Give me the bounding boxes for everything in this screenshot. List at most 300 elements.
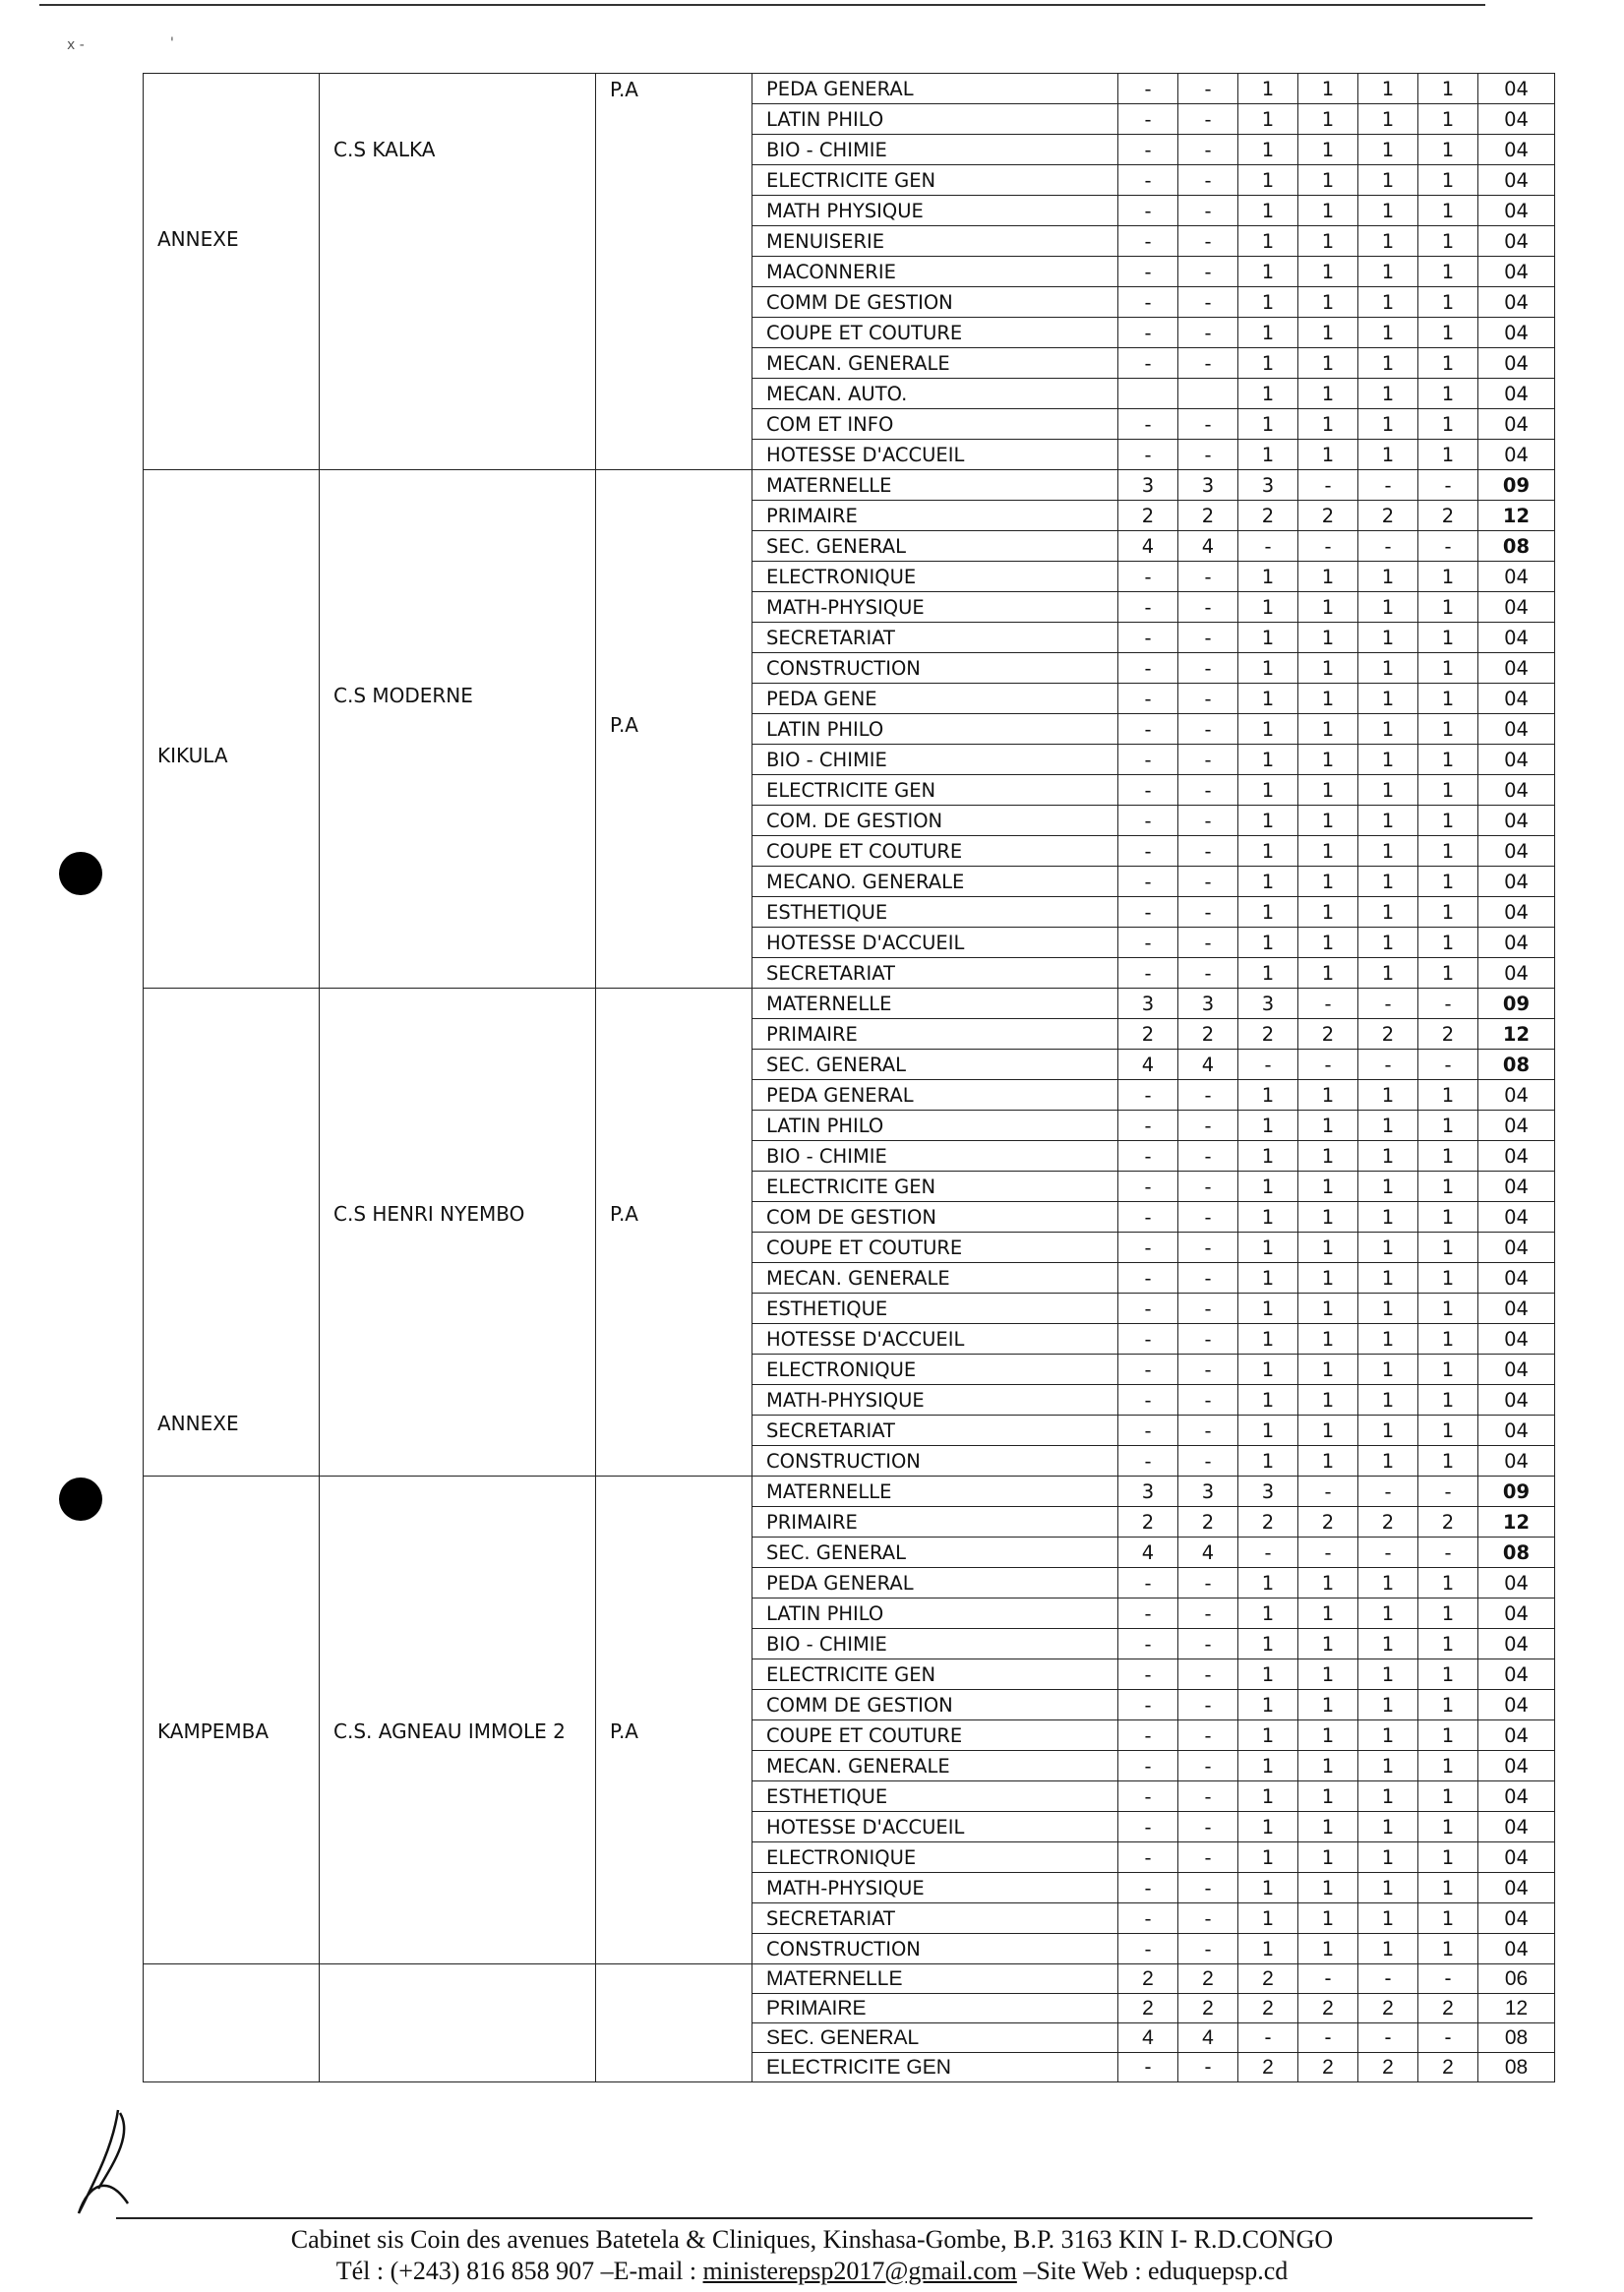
cell-c5: 1 <box>1358 653 1418 684</box>
cell-c6: 1 <box>1418 1903 1478 1934</box>
cell-c5: 1 <box>1358 562 1418 592</box>
cell-c2: - <box>1178 1294 1238 1324</box>
cell-c3: 2 <box>1238 1994 1298 2023</box>
cell-c6: 1 <box>1418 135 1478 165</box>
cell-c1: - <box>1118 1416 1178 1446</box>
cell-c6: 1 <box>1418 1598 1478 1629</box>
cell-c3: 1 <box>1238 1629 1298 1659</box>
cell-c4: 1 <box>1298 1659 1358 1690</box>
cell-c4: 1 <box>1298 1324 1358 1355</box>
cell-c2: - <box>1178 1324 1238 1355</box>
cell-c6: - <box>1418 1538 1478 1568</box>
cell-c2: - <box>1178 653 1238 684</box>
cell-total: 04 <box>1478 348 1555 379</box>
cell-c2: - <box>1178 1720 1238 1751</box>
cell-c6: 1 <box>1418 287 1478 318</box>
cell-c4: 1 <box>1298 348 1358 379</box>
cell-c4: 2 <box>1298 1019 1358 1050</box>
cell-c5: - <box>1358 1538 1418 1568</box>
cell-option: SEC. GENERAL <box>752 1050 1118 1080</box>
cell-option: HOTESSE D'ACCUEIL <box>752 928 1118 958</box>
cell-c5: 1 <box>1358 1172 1418 1202</box>
top-scan-line <box>39 4 1485 6</box>
cell-c4: 1 <box>1298 1720 1358 1751</box>
cell-c4: 1 <box>1298 1690 1358 1720</box>
cell-c1: 3 <box>1118 989 1178 1019</box>
cell-c5: 2 <box>1358 1507 1418 1538</box>
cell-c2: - <box>1178 1659 1238 1690</box>
cell-c2: - <box>1178 1781 1238 1812</box>
cell-c6: 1 <box>1418 1416 1478 1446</box>
cell-c6: 1 <box>1418 318 1478 348</box>
cell-c4: 1 <box>1298 1934 1358 1964</box>
cell-c4: 2 <box>1298 1507 1358 1538</box>
cell-option: BIO - CHIMIE <box>752 745 1118 775</box>
cell-c3: 1 <box>1238 1903 1298 1934</box>
cell-total: 04 <box>1478 775 1555 806</box>
footer-website: –Site Web : eduquepsp.cd <box>1016 2257 1289 2285</box>
cell-c6: 1 <box>1418 1873 1478 1903</box>
cell-c6: 1 <box>1418 623 1478 653</box>
cell-option: MECAN. GENERALE <box>752 348 1118 379</box>
cell-c4: 1 <box>1298 1202 1358 1233</box>
cell-c3: 2 <box>1238 1964 1298 1994</box>
cell-option: PEDA GENERAL <box>752 1568 1118 1598</box>
cell-c2: 3 <box>1178 470 1238 501</box>
cell-c2: - <box>1178 348 1238 379</box>
cell-total: 08 <box>1478 2053 1555 2082</box>
cell-option: ESTHETIQUE <box>752 1294 1118 1324</box>
cell-option: BIO - CHIMIE <box>752 135 1118 165</box>
cell-option: ELECTRICITE GEN <box>752 1659 1118 1690</box>
cell-c5: 2 <box>1358 1994 1418 2023</box>
cell-total: 04 <box>1478 409 1555 440</box>
cell-c5: 1 <box>1358 928 1418 958</box>
cell-c4: 1 <box>1298 104 1358 135</box>
cell-c3: 1 <box>1238 1233 1298 1263</box>
cell-c3: 1 <box>1238 348 1298 379</box>
cell-c6: 1 <box>1418 897 1478 928</box>
cell-option: ELECTRONIQUE <box>752 1842 1118 1873</box>
cell-c3: 1 <box>1238 257 1298 287</box>
cell-c2: - <box>1178 1598 1238 1629</box>
cell-option: MACONNERIE <box>752 257 1118 287</box>
cell-total: 04 <box>1478 1629 1555 1659</box>
cell-c1: 2 <box>1118 1507 1178 1538</box>
cell-total: 08 <box>1478 1050 1555 1080</box>
cell-c6: 1 <box>1418 196 1478 226</box>
cell-c1 <box>1118 379 1178 409</box>
cell-c4: 1 <box>1298 379 1358 409</box>
cell-c4: - <box>1298 1477 1358 1507</box>
cell-option: BIO - CHIMIE <box>752 1141 1118 1172</box>
cell-c1: - <box>1118 409 1178 440</box>
cell-total: 04 <box>1478 1781 1555 1812</box>
cell-c5: 1 <box>1358 1781 1418 1812</box>
cell-c6: 1 <box>1418 836 1478 867</box>
cell-school: C.S HENRI NYEMBO <box>320 989 596 1477</box>
cell-option: ELECTRICITE GEN <box>752 775 1118 806</box>
cell-option: MATH-PHYSIQUE <box>752 1873 1118 1903</box>
cell-c3: 1 <box>1238 74 1298 104</box>
cell-option: SEC. GENERAL <box>752 2023 1118 2053</box>
cell-c4: 1 <box>1298 1385 1358 1416</box>
cell-c4: 1 <box>1298 928 1358 958</box>
cell-c3: 1 <box>1238 1111 1298 1141</box>
cell-c3: 1 <box>1238 379 1298 409</box>
cell-c2: - <box>1178 1751 1238 1781</box>
cell-c2: - <box>1178 1903 1238 1934</box>
cell-option: PRIMAIRE <box>752 1994 1118 2023</box>
cell-total: 08 <box>1478 2023 1555 2053</box>
cell-total: 04 <box>1478 1659 1555 1690</box>
cell-c2: - <box>1178 714 1238 745</box>
cell-c2: - <box>1178 1812 1238 1842</box>
punch-hole <box>59 1478 102 1521</box>
cell-c5: 1 <box>1358 165 1418 196</box>
cell-total: 06 <box>1478 1964 1555 1994</box>
cell-total: 04 <box>1478 836 1555 867</box>
cell-total: 04 <box>1478 806 1555 836</box>
cell-c6: 1 <box>1418 1172 1478 1202</box>
cell-c5: 1 <box>1358 1294 1418 1324</box>
cell-total: 04 <box>1478 1355 1555 1385</box>
cell-c6: - <box>1418 1050 1478 1080</box>
cell-c3: 1 <box>1238 928 1298 958</box>
cell-c5: 2 <box>1358 2053 1418 2082</box>
cell-total: 04 <box>1478 958 1555 989</box>
cell-c4: 1 <box>1298 1873 1358 1903</box>
cell-c1: - <box>1118 165 1178 196</box>
cell-option: PRIMAIRE <box>752 1019 1118 1050</box>
cell-c2: 3 <box>1178 1477 1238 1507</box>
cell-c2: 2 <box>1178 1994 1238 2023</box>
cell-option: LATIN PHILO <box>752 1111 1118 1141</box>
cell-total: 04 <box>1478 745 1555 775</box>
cell-c1: - <box>1118 745 1178 775</box>
cell-c2: - <box>1178 196 1238 226</box>
cell-c4: 1 <box>1298 226 1358 257</box>
cell-c4: 1 <box>1298 1172 1358 1202</box>
cell-c2: - <box>1178 1172 1238 1202</box>
cell-total: 04 <box>1478 440 1555 470</box>
cell-c1: - <box>1118 74 1178 104</box>
cell-c5: 1 <box>1358 1446 1418 1477</box>
cell-c2: 2 <box>1178 1019 1238 1050</box>
cell-c5: 1 <box>1358 1141 1418 1172</box>
cell-c1: - <box>1118 1172 1178 1202</box>
cell-c6: 1 <box>1418 1111 1478 1141</box>
signature-mark <box>59 2105 148 2223</box>
cell-option: MATH-PHYSIQUE <box>752 592 1118 623</box>
cell-c6: 1 <box>1418 958 1478 989</box>
cell-c6: 1 <box>1418 1842 1478 1873</box>
cell-total: 09 <box>1478 470 1555 501</box>
cell-option: PEDA GENE <box>752 684 1118 714</box>
cell-c6: 1 <box>1418 1385 1478 1416</box>
scan-mark: x - <box>67 37 85 53</box>
cell-c4: 1 <box>1298 836 1358 867</box>
cell-regime: P.A <box>596 74 752 470</box>
cell-c2: - <box>1178 1446 1238 1477</box>
cell-c5: - <box>1358 2023 1418 2053</box>
cell-c6: 1 <box>1418 1781 1478 1812</box>
cell-total: 04 <box>1478 1080 1555 1111</box>
cell-c5: 1 <box>1358 348 1418 379</box>
cell-regime: P.A <box>596 1477 752 1964</box>
cell-c2: - <box>1178 867 1238 897</box>
cell-total: 04 <box>1478 257 1555 287</box>
cell-c5: 1 <box>1358 1598 1418 1629</box>
cell-c6: 1 <box>1418 1690 1478 1720</box>
cell-c3: 1 <box>1238 1751 1298 1781</box>
cell-c1: - <box>1118 867 1178 897</box>
cell-c1: - <box>1118 775 1178 806</box>
cell-total: 04 <box>1478 1111 1555 1141</box>
cell-total: 08 <box>1478 531 1555 562</box>
cell-option: SECRETARIAT <box>752 1416 1118 1446</box>
cell-c6: 1 <box>1418 806 1478 836</box>
cell-c4: 1 <box>1298 409 1358 440</box>
cell-c3: 1 <box>1238 1324 1298 1355</box>
cell-c1: - <box>1118 653 1178 684</box>
table-row <box>144 470 1555 501</box>
cell-c2: - <box>1178 1263 1238 1294</box>
cell-option: MATH PHYSIQUE <box>752 196 1118 226</box>
cell-c4: 1 <box>1298 440 1358 470</box>
cell-option: LATIN PHILO <box>752 1598 1118 1629</box>
cell-c2: - <box>1178 2053 1238 2082</box>
cell-total: 04 <box>1478 714 1555 745</box>
cell-c2: - <box>1178 318 1238 348</box>
cell-c6: 1 <box>1418 1568 1478 1598</box>
cell-c5: 1 <box>1358 1873 1418 1903</box>
cell-total: 04 <box>1478 1416 1555 1446</box>
cell-c3: 1 <box>1238 318 1298 348</box>
cell-c3: 2 <box>1238 2053 1298 2082</box>
cell-c6: 1 <box>1418 775 1478 806</box>
cell-c3: 1 <box>1238 1598 1298 1629</box>
scan-mark: ' <box>170 35 174 51</box>
cell-c6: - <box>1418 1477 1478 1507</box>
cell-total: 04 <box>1478 1690 1555 1720</box>
cell-c3: 1 <box>1238 409 1298 440</box>
cell-c4: 1 <box>1298 1111 1358 1141</box>
cell-c6: 1 <box>1418 653 1478 684</box>
cell-option: LATIN PHILO <box>752 714 1118 745</box>
cell-total: 04 <box>1478 897 1555 928</box>
cell-c4: 1 <box>1298 1629 1358 1659</box>
cell-c1: - <box>1118 1781 1178 1812</box>
cell-c5: - <box>1358 1477 1418 1507</box>
cell-option: MATERNELLE <box>752 1964 1118 1994</box>
cell-c2: - <box>1178 958 1238 989</box>
cell-c4: 1 <box>1298 74 1358 104</box>
cell-c2: - <box>1178 1141 1238 1172</box>
cell-c6: 2 <box>1418 1507 1478 1538</box>
cell-c2: 2 <box>1178 1507 1238 1538</box>
cell-c3: 1 <box>1238 775 1298 806</box>
cell-total: 04 <box>1478 653 1555 684</box>
cell-c5: 1 <box>1358 196 1418 226</box>
cell-c3: 1 <box>1238 867 1298 897</box>
cell-c3: 1 <box>1238 1842 1298 1873</box>
cell-option: COUPE ET COUTURE <box>752 318 1118 348</box>
cell-total: 04 <box>1478 1172 1555 1202</box>
cell-c1: - <box>1118 1385 1178 1416</box>
cell-option: SEC. GENERAL <box>752 1538 1118 1568</box>
cell-c4: - <box>1298 1050 1358 1080</box>
cell-c4: 1 <box>1298 1233 1358 1263</box>
cell-c6: 1 <box>1418 1141 1478 1172</box>
cell-total: 04 <box>1478 1934 1555 1964</box>
cell-c3: 1 <box>1238 196 1298 226</box>
cell-c1: 3 <box>1118 1477 1178 1507</box>
cell-c2: - <box>1178 592 1238 623</box>
cell-c4: 1 <box>1298 653 1358 684</box>
table-row <box>144 989 1555 1019</box>
cell-c6: 1 <box>1418 1355 1478 1385</box>
cell-c1: - <box>1118 135 1178 165</box>
cell-c6: 1 <box>1418 74 1478 104</box>
cell-c4: 1 <box>1298 318 1358 348</box>
cell-district: KIKULA <box>144 470 320 989</box>
cell-option: PEDA GENERAL <box>752 74 1118 104</box>
cell-c3: 1 <box>1238 1720 1298 1751</box>
cell-c3: 1 <box>1238 684 1298 714</box>
cell-total: 04 <box>1478 1720 1555 1751</box>
cell-c5: 1 <box>1358 318 1418 348</box>
cell-c1: - <box>1118 592 1178 623</box>
cell-c3: 1 <box>1238 745 1298 775</box>
cell-c1: - <box>1118 1202 1178 1233</box>
cell-c4: 1 <box>1298 1751 1358 1781</box>
cell-c6: 1 <box>1418 592 1478 623</box>
cell-c5: 1 <box>1358 745 1418 775</box>
cell-c6: 1 <box>1418 1812 1478 1842</box>
cell-total: 04 <box>1478 684 1555 714</box>
cell-total: 04 <box>1478 1903 1555 1934</box>
cell-c4: 1 <box>1298 287 1358 318</box>
cell-c3: 1 <box>1238 623 1298 653</box>
cell-c1: 2 <box>1118 1994 1178 2023</box>
cell-c5: - <box>1358 531 1418 562</box>
cell-c4: 1 <box>1298 1141 1358 1172</box>
cell-c6: 2 <box>1418 501 1478 531</box>
cell-c1: - <box>1118 1873 1178 1903</box>
cell-option: LATIN PHILO <box>752 104 1118 135</box>
cell-c5: - <box>1358 470 1418 501</box>
cell-c5: 1 <box>1358 1233 1418 1263</box>
footer-email-link[interactable]: ministerepsp2017@gmail.com <box>702 2257 1017 2285</box>
cell-total: 04 <box>1478 1385 1555 1416</box>
cell-c4: 1 <box>1298 1781 1358 1812</box>
table-row <box>144 74 1555 104</box>
cell-c2: - <box>1178 1873 1238 1903</box>
cell-c1: 2 <box>1118 501 1178 531</box>
cell-c4: 2 <box>1298 1994 1358 2023</box>
cell-option: HOTESSE D'ACCUEIL <box>752 1324 1118 1355</box>
cell-c4: 1 <box>1298 775 1358 806</box>
cell-c5: 1 <box>1358 135 1418 165</box>
cell-c1: - <box>1118 1568 1178 1598</box>
cell-c2: - <box>1178 623 1238 653</box>
cell-option: SEC. GENERAL <box>752 531 1118 562</box>
cell-total: 04 <box>1478 226 1555 257</box>
cell-c5: 1 <box>1358 1202 1418 1233</box>
cell-c1: - <box>1118 1842 1178 1873</box>
cell-c5: 1 <box>1358 1355 1418 1385</box>
cell-c6: 2 <box>1418 2053 1478 2082</box>
cell-district <box>144 1964 320 2082</box>
cell-c2: - <box>1178 135 1238 165</box>
cell-option: CONSTRUCTION <box>752 653 1118 684</box>
cell-c2: - <box>1178 562 1238 592</box>
cell-option: SECRETARIAT <box>752 1903 1118 1934</box>
cell-c1: - <box>1118 1141 1178 1172</box>
cell-c1: - <box>1118 1263 1178 1294</box>
cell-c2: - <box>1178 1111 1238 1141</box>
cell-c6: 1 <box>1418 1324 1478 1355</box>
cell-c6: - <box>1418 989 1478 1019</box>
cell-c6: - <box>1418 470 1478 501</box>
cell-c1: - <box>1118 257 1178 287</box>
cell-option: MECAN. AUTO. <box>752 379 1118 409</box>
cell-total: 04 <box>1478 1141 1555 1172</box>
cell-c4: 1 <box>1298 1080 1358 1111</box>
cell-total: 04 <box>1478 562 1555 592</box>
cell-c6: - <box>1418 1964 1478 1994</box>
cell-c5: 1 <box>1358 806 1418 836</box>
cell-option: PRIMAIRE <box>752 1507 1118 1538</box>
cell-c1: - <box>1118 1233 1178 1263</box>
cell-c4: 1 <box>1298 1903 1358 1934</box>
cell-c5: 1 <box>1358 684 1418 714</box>
cell-c2: - <box>1178 897 1238 928</box>
cell-c5: 1 <box>1358 1659 1418 1690</box>
cell-c3: - <box>1238 1538 1298 1568</box>
cell-c6: 1 <box>1418 1263 1478 1294</box>
cell-c3: 1 <box>1238 1263 1298 1294</box>
cell-c1: - <box>1118 226 1178 257</box>
cell-option: ELECTRICITE GEN <box>752 165 1118 196</box>
cell-c2: - <box>1178 440 1238 470</box>
cell-c3: 1 <box>1238 165 1298 196</box>
cell-c5: - <box>1358 989 1418 1019</box>
cell-school: C.S. AGNEAU IMMOLE 2 <box>320 1477 596 1964</box>
cell-c3: 1 <box>1238 440 1298 470</box>
cell-c5: 1 <box>1358 1903 1418 1934</box>
cell-c3: 1 <box>1238 1781 1298 1812</box>
cell-total: 04 <box>1478 1751 1555 1781</box>
cell-c4: 1 <box>1298 592 1358 623</box>
cell-c5: 1 <box>1358 1416 1418 1446</box>
cell-c4: 1 <box>1298 1294 1358 1324</box>
cell-c1: - <box>1118 1903 1178 1934</box>
cell-c3: - <box>1238 1050 1298 1080</box>
cell-total: 04 <box>1478 1263 1555 1294</box>
cell-total: 12 <box>1478 1994 1555 2023</box>
cell-c5: 1 <box>1358 1934 1418 1964</box>
cell-c2: - <box>1178 1233 1238 1263</box>
cell-c3: 1 <box>1238 806 1298 836</box>
cell-option: COUPE ET COUTURE <box>752 1233 1118 1263</box>
cell-option: SECRETARIAT <box>752 958 1118 989</box>
cell-c2: - <box>1178 74 1238 104</box>
cell-c2: - <box>1178 775 1238 806</box>
cell-c1: - <box>1118 928 1178 958</box>
cell-c4: 1 <box>1298 1416 1358 1446</box>
